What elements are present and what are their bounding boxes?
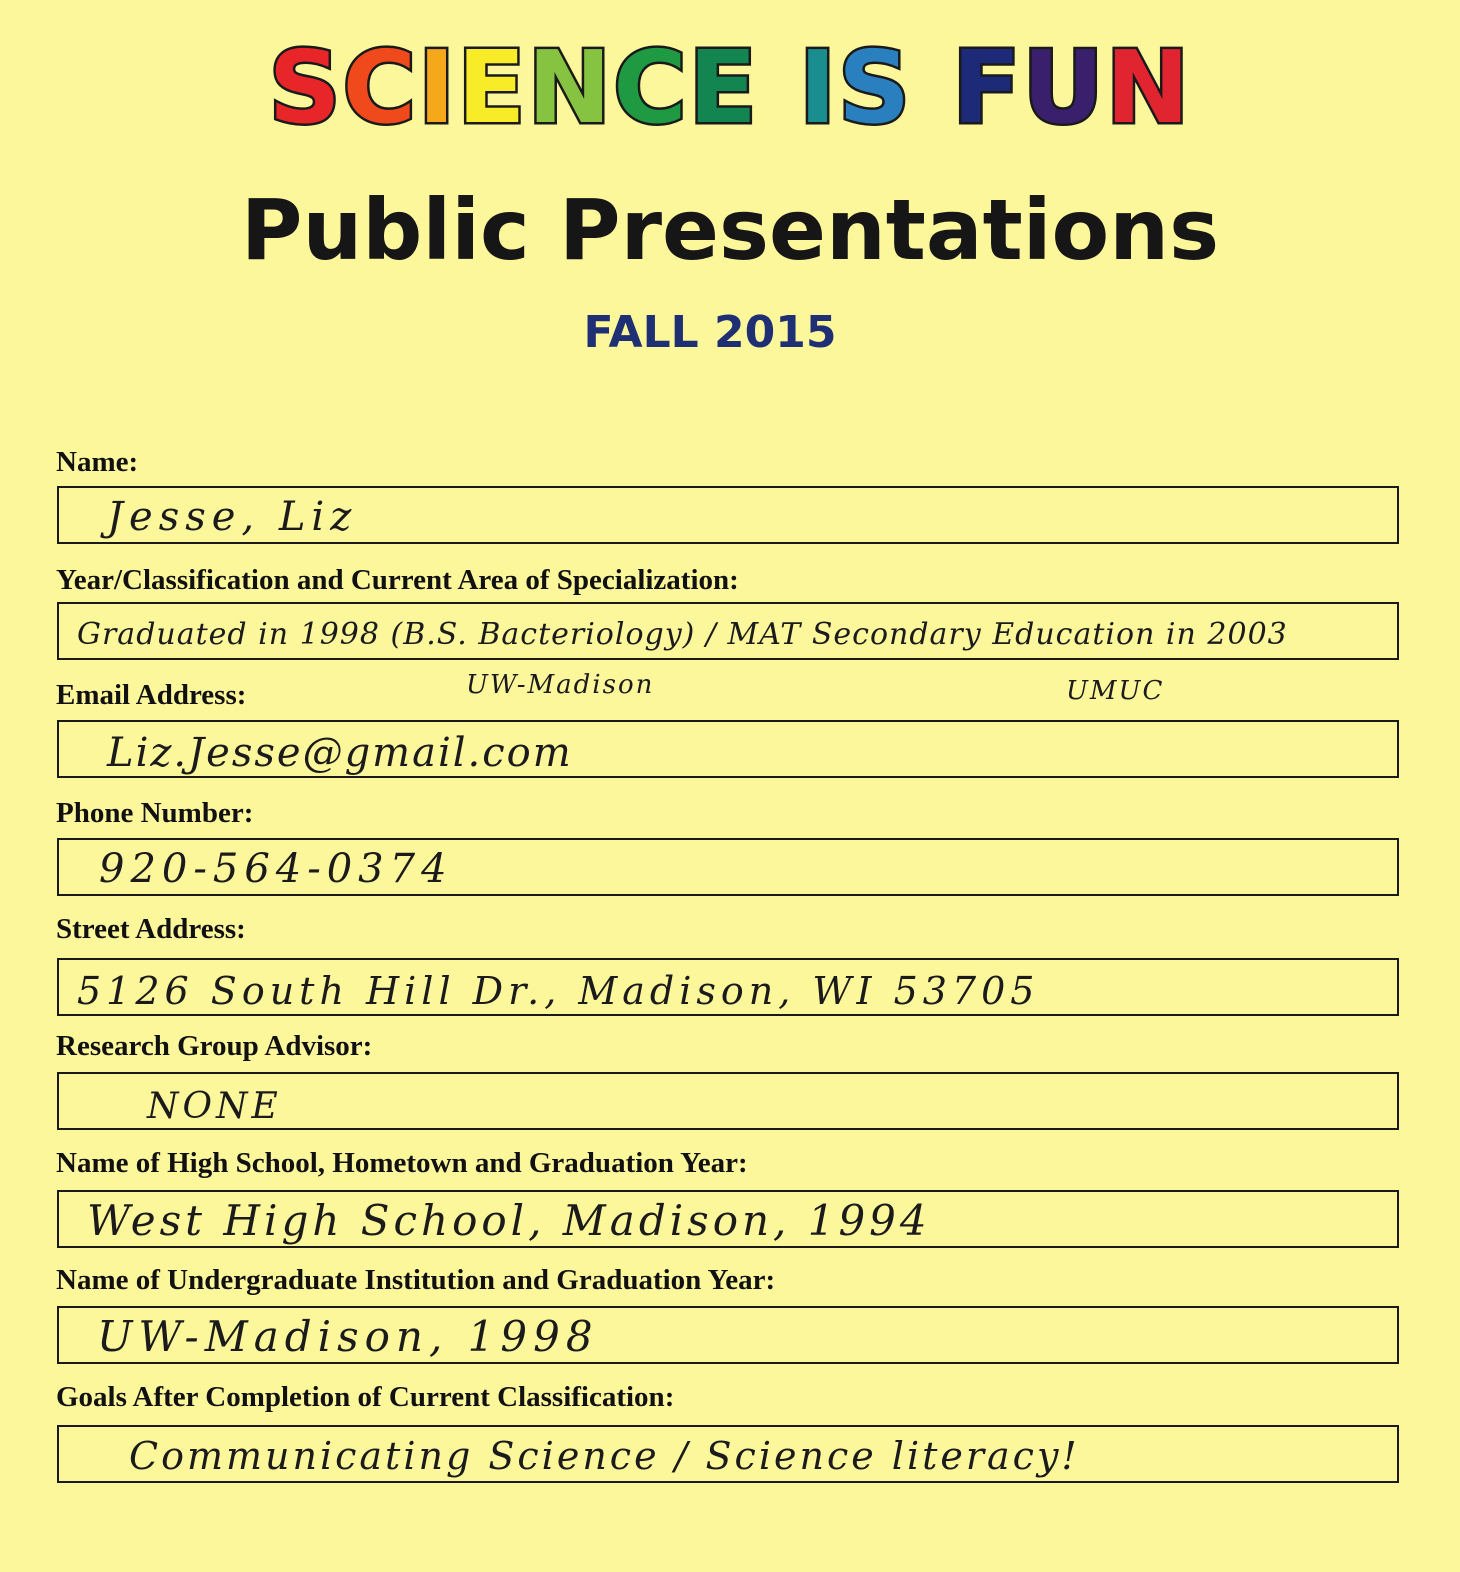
advisor-label: Research Group Advisor: xyxy=(56,1030,373,1062)
phone-label: Phone Number: xyxy=(56,797,254,829)
year-label: Year/Classification and Current Area of Specialization: xyxy=(56,564,739,596)
email-field[interactable] xyxy=(57,720,1399,778)
year-note-university: UW-Madison xyxy=(466,670,655,700)
banner-letter: N xyxy=(527,29,614,146)
advisor-field[interactable] xyxy=(57,1072,1399,1130)
banner-letter: N xyxy=(1105,29,1192,146)
page-subtitle: Public Presentations xyxy=(240,181,1220,279)
high-school-field[interactable] xyxy=(57,1190,1399,1248)
banner-letter: C xyxy=(342,29,418,146)
goals-value: Communicating Science / Science literacy! xyxy=(129,1434,1080,1478)
goals-field[interactable] xyxy=(57,1425,1399,1483)
undergrad-value: UW-Madison, 1998 xyxy=(97,1312,599,1361)
high-school-value: West High School, Madison, 1994 xyxy=(87,1196,931,1245)
banner-letter: U xyxy=(1022,29,1106,146)
phone-field[interactable] xyxy=(57,838,1399,896)
year-value: Graduated in 1998 (B.S. Bacteriology) / MAT Secondary Education in 2003 xyxy=(77,617,1288,652)
goals-label: Goals After Completion of Current Classification: xyxy=(56,1381,675,1413)
street-label: Street Address: xyxy=(56,913,246,945)
name-value: Jesse, Liz xyxy=(107,494,358,540)
undergrad-label: Name of Undergraduate Institution and Graduation Year: xyxy=(56,1264,776,1296)
street-field[interactable] xyxy=(57,958,1399,1016)
street-value: 5126 South Hill Dr., Madison, WI 53705 xyxy=(77,969,1040,1013)
name-field[interactable] xyxy=(57,486,1399,544)
banner-letter: I xyxy=(418,29,458,146)
year-field[interactable] xyxy=(57,602,1399,660)
banner-letter: C xyxy=(613,29,689,146)
year-note-umuc: UMUC xyxy=(1066,676,1165,706)
email-label: Email Address: xyxy=(56,679,247,711)
banner-letter: E xyxy=(688,29,759,146)
phone-value: 920-564-0374 xyxy=(99,846,453,892)
name-label: Name: xyxy=(56,446,139,478)
banner-letter: S xyxy=(838,29,913,146)
banner-letter: I xyxy=(798,29,839,146)
banner-title xyxy=(0,28,1460,148)
advisor-value: NONE xyxy=(147,1086,282,1127)
high-school-label: Name of High School, Hometown and Graduation Year: xyxy=(56,1147,748,1179)
term-label: FALL 2015 xyxy=(583,307,837,358)
undergrad-field[interactable] xyxy=(57,1306,1399,1364)
email-value: Liz.Jesse@gmail.com xyxy=(107,730,573,776)
banner-letter: E xyxy=(457,29,528,146)
banner-letter: S xyxy=(268,29,343,146)
banner-letter: F xyxy=(952,29,1023,146)
